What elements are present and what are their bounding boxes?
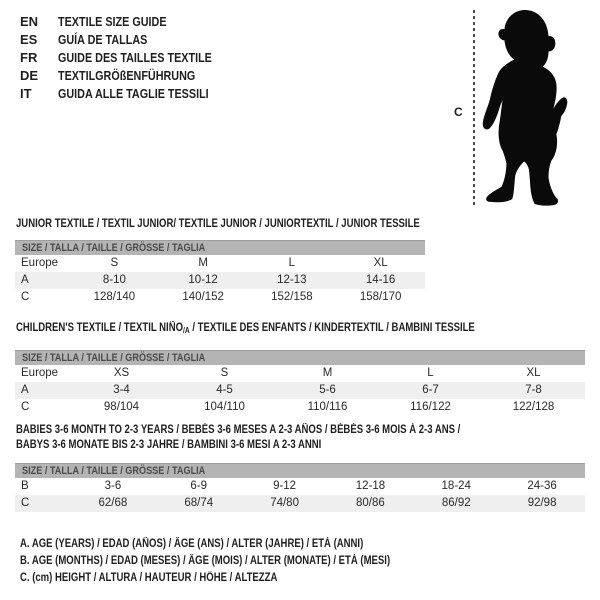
size-header-text: SIZE / TALLA / TAILLE / GRÖSSE / TAGLIA [22, 465, 206, 477]
row-label: Europe [21, 367, 59, 379]
row-label: A [21, 384, 29, 396]
table-row [15, 289, 425, 306]
table-row [15, 255, 425, 272]
babies-title-line2: BABYS 3-6 MONATE BIS 2-3 JAHRE / BAMBINI 3-6 MESI A 2-3 ANNI [16, 439, 322, 451]
size-cell: 104/110 [204, 401, 245, 413]
size-cell: 122/128 [512, 401, 555, 413]
language-row [20, 67, 243, 85]
size-cell: 140/152 [182, 291, 224, 303]
size-cell: M [198, 257, 208, 269]
language-row [20, 13, 243, 31]
row-label: A [21, 274, 29, 286]
language-row [20, 85, 243, 103]
children-section-title [16, 322, 569, 337]
row-label: Europe [21, 257, 59, 269]
size-cell: M [322, 367, 333, 379]
size-cell: 7-8 [525, 384, 542, 396]
size-header-text: SIZE / TALLA / TAILLE / GRÖSSE / TAGLIA [22, 352, 206, 364]
footnote-a [20, 536, 466, 553]
size-cell: 92/98 [527, 497, 557, 509]
table-row [15, 495, 585, 512]
size-cell: XS [113, 367, 130, 379]
size-cell: XL [373, 257, 388, 269]
footnote-b [20, 553, 466, 570]
junior-size-table [15, 240, 425, 306]
size-cell: 3-6 [104, 480, 122, 492]
size-cell: 6-9 [190, 480, 208, 492]
row-label: C [21, 401, 30, 413]
language-code: EN [20, 14, 39, 29]
size-cell: L [427, 367, 434, 379]
children-title-sub: /A [183, 326, 190, 335]
children-title-pre: CHILDREN'S TEXTILE / TEXTIL NIÑO [16, 322, 184, 334]
babies-size-table [15, 463, 585, 512]
size-cell: 18-24 [441, 480, 471, 492]
toddler-silhouette-icon [479, 7, 573, 209]
size-header-bar [15, 463, 585, 478]
size-cell: 3-4 [113, 384, 130, 396]
size-header-bar [15, 240, 425, 255]
footnote-b-text: B. AGE (MONTHS) / EDAD (MESES) / ÂGE (MOIS) / ALTER (MONATE) / ETÀ (MESI) [20, 555, 391, 567]
children-section-title-text [16, 322, 475, 337]
size-cell: 24-36 [527, 480, 557, 492]
size-cell: 68/74 [184, 497, 214, 509]
language-code: IT [20, 86, 32, 101]
size-cell: S [220, 367, 229, 379]
size-cell: S [110, 257, 119, 269]
size-cell: 62/68 [98, 497, 128, 509]
row-label: B [21, 480, 29, 492]
row-label: C [21, 291, 30, 303]
language-code: FR [20, 50, 38, 65]
children-size-table [15, 350, 585, 416]
language-title-list [20, 13, 243, 103]
height-measure-dashed-line [473, 10, 475, 208]
size-cell: 152/158 [271, 291, 313, 303]
size-cell: 5-6 [319, 384, 336, 396]
size-cell: XL [526, 367, 541, 379]
language-title: TEXTILE SIZE GUIDE [58, 14, 167, 29]
height-measure-label: C [454, 105, 463, 119]
table-row [15, 399, 585, 416]
size-cell: 110/116 [307, 401, 348, 413]
size-header-text: SIZE / TALLA / TAILLE / GRÖSSE / TAGLIA [22, 242, 206, 254]
language-code: ES [20, 32, 38, 47]
children-title-post: / TEXTILE DES ENFANTS / KINDERTEXTIL / BAMBINI TESSILE [189, 322, 475, 334]
size-cell: 86/92 [441, 497, 471, 509]
size-cell: 6-7 [422, 384, 439, 396]
size-cell: 12-13 [277, 274, 307, 286]
size-cell: 10-12 [188, 274, 218, 286]
language-title: TEXTILGRÖßENFÜHRUNG [58, 68, 196, 83]
footnote-legend [20, 536, 466, 587]
size-cell: 80/86 [356, 497, 385, 509]
size-cell: 12-18 [355, 480, 386, 492]
size-cell: 8-10 [102, 274, 126, 286]
language-code: DE [20, 68, 39, 83]
size-header-bar [15, 350, 585, 365]
language-title: GUIDA ALLE TAGLIE TESSILI [58, 86, 209, 101]
size-cell: 128/140 [93, 291, 136, 303]
babies-title-line1: BABIES 3-6 MONTH TO 2-3 YEARS / BEBÉS 3-6 MESES A 2-3 AÑOS / BÉBÉS 3-6 MOIS À 2-3 ANS / [16, 424, 461, 436]
size-cell: 4-5 [216, 384, 233, 396]
table-row [15, 478, 585, 495]
size-cell: 116/122 [410, 401, 451, 413]
size-cell: L [288, 257, 296, 269]
language-row [20, 31, 243, 49]
language-row [20, 49, 243, 67]
footnote-c-text: C. (cm) HEIGHT / ALTURA / HAUTEUR / HÖHE / ALTEZZA [20, 572, 278, 584]
table-row [15, 272, 425, 289]
row-label: C [21, 497, 30, 509]
junior-section-title [16, 218, 502, 231]
size-cell: 9-12 [273, 480, 297, 492]
babies-section-title [16, 424, 551, 452]
size-cell: 98/104 [103, 401, 140, 413]
junior-section-title-text: JUNIOR TEXTILE / TEXTIL JUNIOR/ TEXTILE JUNIOR / JUNIORTEXTIL / JUNIOR TESSILE [16, 218, 420, 230]
table-row [15, 382, 585, 399]
size-cell: 14-16 [365, 274, 396, 286]
footnote-a-text: A. AGE (YEARS) / EDAD (AÑOS) / ÂGE (ANS) / ALTER (JAHRE) / ETÀ (ANNI) [20, 538, 364, 550]
footnote-c [20, 570, 466, 587]
language-title: GUIDE DES TAILLES TEXTILE [58, 50, 212, 65]
table-row [15, 365, 585, 382]
size-cell: 158/170 [359, 291, 402, 303]
language-title: GUÍA DE TALLAS [58, 32, 148, 47]
size-cell: 74/80 [270, 497, 299, 509]
